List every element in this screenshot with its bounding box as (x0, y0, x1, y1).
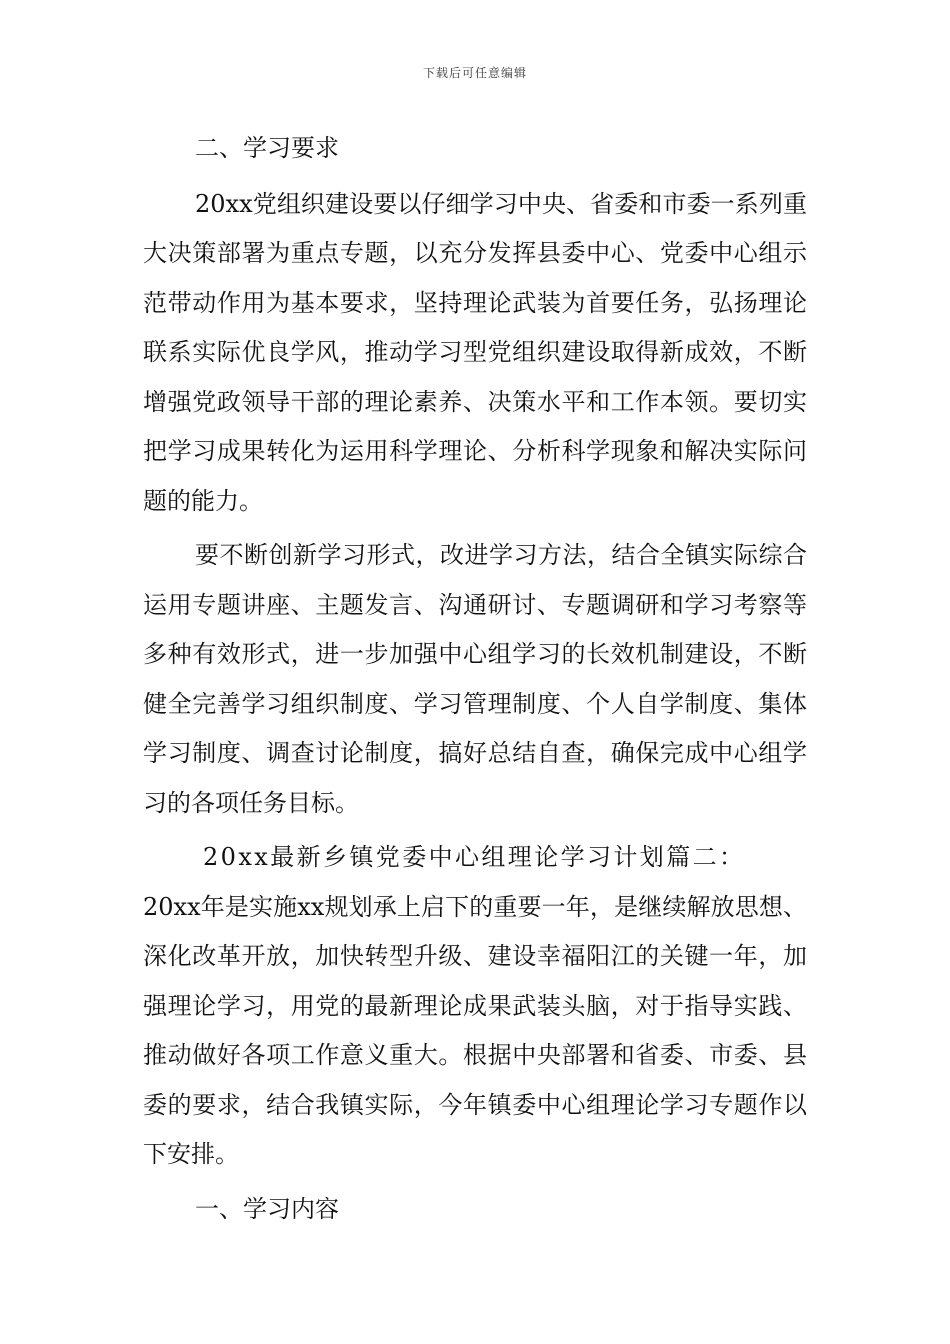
document-body (143, 124, 807, 1234)
download-watermark: 下载后可任意编辑 (422, 66, 527, 80)
paragraph-study-methods: 要不断创新学习形式，改进学习方法，结合全镇实际综合运用专题讲座、主题发言、沟通研讨、专题调研和学习考察等多种有效形式，进一步加强中心组学习的长效机制建设，不断健全完善学习组织制度、学习管理制度、个人自学制度、集体学习制度、调查讨论制度，搞好总结自查，确保完成中心组学习的各项任务目标。 (143, 541, 807, 817)
plan-part-two-title: 20xx最新乡镇党委中心组理论学习计划篇二： (203, 843, 746, 871)
section-heading-content: 一、学习内容 (195, 1194, 339, 1223)
paragraph-plan-part-two (143, 833, 807, 1180)
section-heading-requirements: 二、学习要求 (195, 134, 339, 162)
plan-part-two-body: 20xx年是实施xx规划承上启下的重要一年，是继续解放思想、深化改革开放，加快转型升级、建设幸福阳江的关键一年，加强理论学习，用党的最新理论成果武装头脑，对于指导实践、推动做好各项工作意义重大。根据中央部署和省委、市委、县委的要求，结合我镇实际，今年镇委中心组理论学习专题作以下安排。 (143, 892, 807, 1168)
paragraph-study-goals: 20xx党组织建设要以仔细学习中央、省委和市委一系列重大决策部署为重点专题，以充分发挥县委中心、党委中心组示范带动作用为基本要求，坚持理论武装为首要任务，弘扬理论联系实际优良学风，推动学习型党组织建设取得新成效，不断增强党政领导干部的理论素养、决策水平和工作本领。要切实把学习成果转化为运用科学理论、分析科学现象和解决实际问题的能力。 (143, 189, 807, 515)
